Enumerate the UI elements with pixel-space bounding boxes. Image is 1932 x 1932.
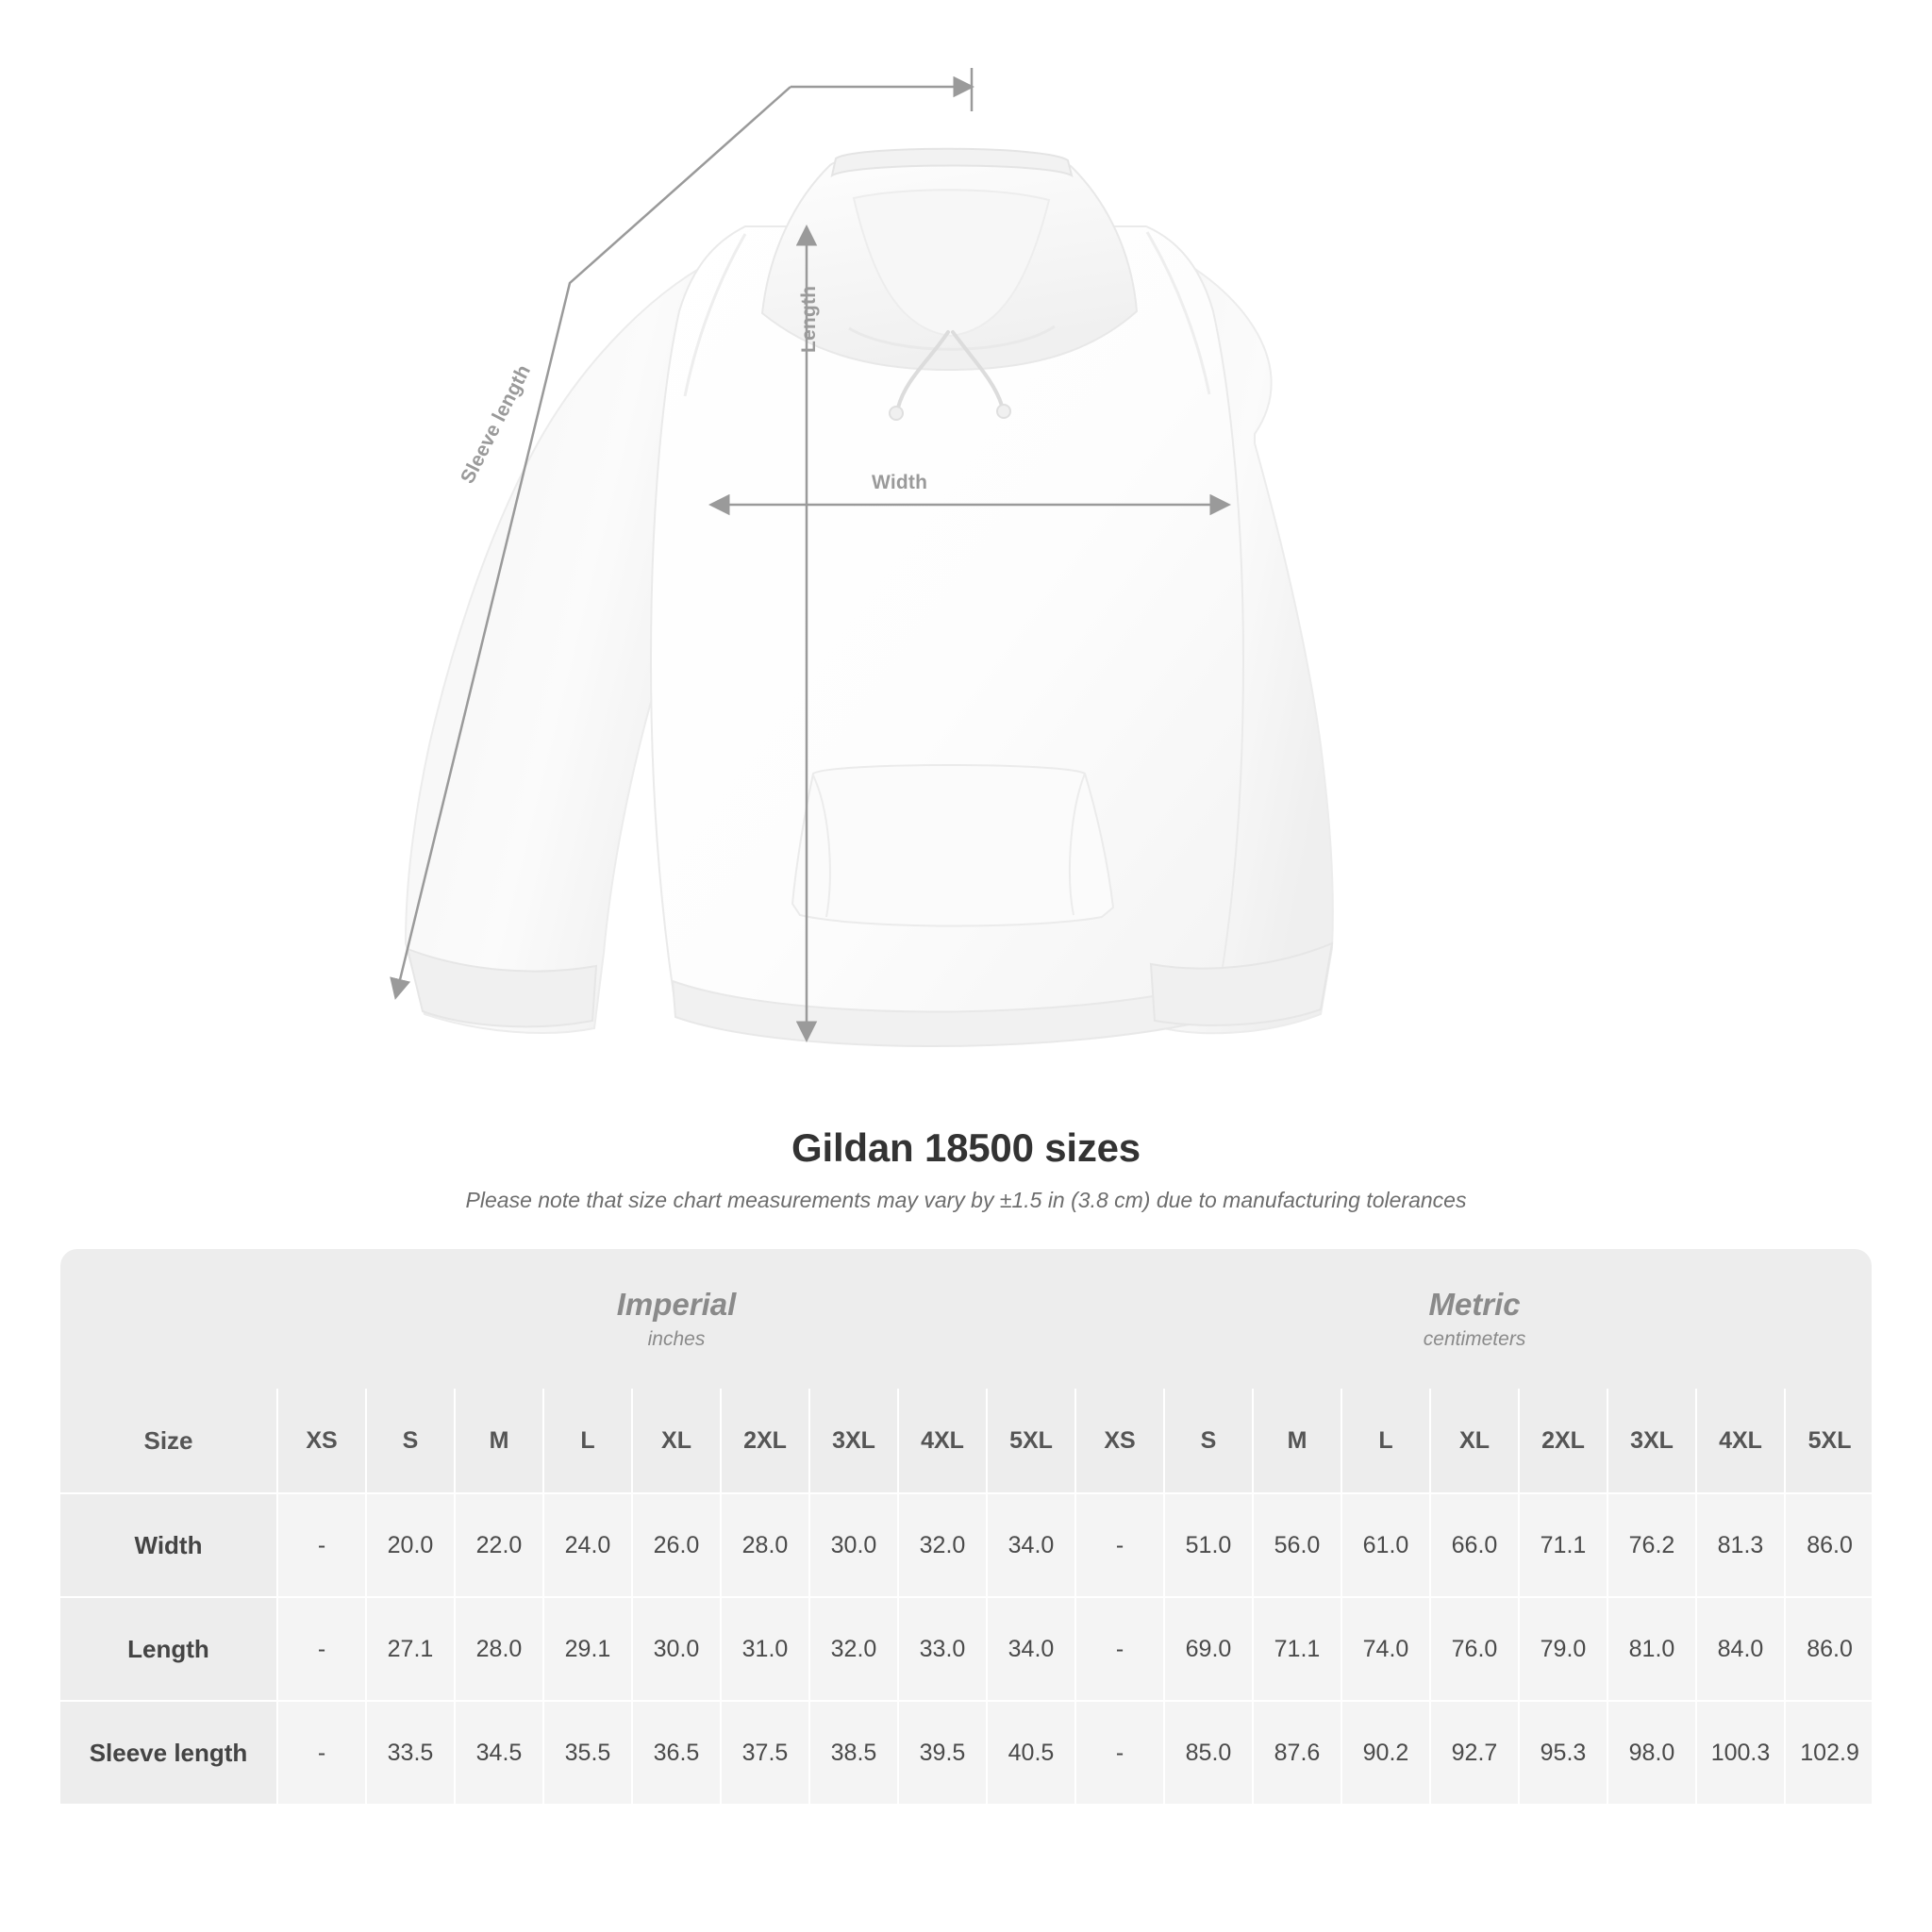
size-table-wrapper [60, 1249, 1872, 1804]
sleeve-length-dimension-label: Sleeve length [457, 361, 536, 488]
size-header-metric-m: M [1253, 1389, 1341, 1493]
cell-width-metric-m: 56.0 [1253, 1493, 1341, 1597]
unit-group-metric [1075, 1249, 1872, 1389]
cell-length-imperial-xs: - [277, 1597, 366, 1701]
cell-sleeve-imperial-5xl: 40.5 [987, 1701, 1075, 1804]
width-dimension-label: Width [872, 472, 928, 493]
cell-length-metric-xs: - [1075, 1597, 1164, 1701]
cell-length-imperial-m: 28.0 [455, 1597, 543, 1701]
size-header-imperial-xs: XS [277, 1389, 366, 1493]
table-row [60, 1701, 1872, 1804]
table-row [60, 1597, 1872, 1701]
size-header-imperial-5xl: 5XL [987, 1389, 1075, 1493]
cell-sleeve-imperial-xs: - [277, 1701, 366, 1804]
cell-sleeve-metric-4xl: 100.3 [1696, 1701, 1785, 1804]
cell-length-imperial-s: 27.1 [366, 1597, 455, 1701]
cell-length-metric-s: 69.0 [1164, 1597, 1253, 1701]
unit-header-row [60, 1249, 1872, 1389]
size-header-metric-4xl: 4XL [1696, 1389, 1785, 1493]
cell-width-imperial-xl: 26.0 [632, 1493, 721, 1597]
size-header-metric-s: S [1164, 1389, 1253, 1493]
cell-length-imperial-l: 29.1 [543, 1597, 632, 1701]
cell-width-imperial-4xl: 32.0 [898, 1493, 987, 1597]
size-header-imperial-4xl: 4XL [898, 1389, 987, 1493]
cell-sleeve-metric-xs: - [1075, 1701, 1164, 1804]
cell-width-imperial-3xl: 30.0 [809, 1493, 898, 1597]
cell-width-metric-s: 51.0 [1164, 1493, 1253, 1597]
unit-group-metric-name: Metric [1428, 1287, 1521, 1323]
unit-group-imperial [277, 1249, 1075, 1389]
cell-sleeve-imperial-m: 34.5 [455, 1701, 543, 1804]
cell-sleeve-metric-5xl: 102.9 [1785, 1701, 1872, 1804]
cell-length-imperial-4xl: 33.0 [898, 1597, 987, 1701]
cell-width-imperial-xs: - [277, 1493, 366, 1597]
unit-group-imperial-name: Imperial [616, 1287, 737, 1323]
cell-width-metric-xs: - [1075, 1493, 1164, 1597]
size-header-imperial-xl: XL [632, 1389, 721, 1493]
size-header-imperial-s: S [366, 1389, 455, 1493]
unit-group-imperial-sub: inches [647, 1327, 706, 1350]
row-label-width: Width [60, 1493, 277, 1597]
cell-width-imperial-5xl: 34.0 [987, 1493, 1075, 1597]
cell-length-imperial-5xl: 34.0 [987, 1597, 1075, 1701]
cell-sleeve-metric-3xl: 98.0 [1607, 1701, 1696, 1804]
cell-width-metric-l: 61.0 [1341, 1493, 1430, 1597]
table-row [60, 1493, 1872, 1597]
unit-group-metric-sub: centimeters [1423, 1327, 1526, 1350]
unit-header-spacer [60, 1249, 277, 1389]
cell-length-metric-l: 74.0 [1341, 1597, 1430, 1701]
cell-sleeve-metric-xl: 92.7 [1430, 1701, 1519, 1804]
cell-length-metric-2xl: 79.0 [1519, 1597, 1607, 1701]
cell-sleeve-imperial-3xl: 38.5 [809, 1701, 898, 1804]
row-label-sleeve-length: Sleeve length [60, 1701, 277, 1804]
size-header-label: Size [60, 1389, 277, 1493]
cell-width-metric-2xl: 71.1 [1519, 1493, 1607, 1597]
cell-width-imperial-2xl: 28.0 [721, 1493, 809, 1597]
cell-width-imperial-l: 24.0 [543, 1493, 632, 1597]
cell-sleeve-metric-2xl: 95.3 [1519, 1701, 1607, 1804]
cell-width-imperial-s: 20.0 [366, 1493, 455, 1597]
cell-length-metric-5xl: 86.0 [1785, 1597, 1872, 1701]
cell-width-metric-4xl: 81.3 [1696, 1493, 1785, 1597]
size-header-imperial-l: L [543, 1389, 632, 1493]
cell-sleeve-imperial-l: 35.5 [543, 1701, 632, 1804]
size-header-metric-2xl: 2XL [1519, 1389, 1607, 1493]
cell-sleeve-metric-l: 90.2 [1341, 1701, 1430, 1804]
length-dimension-label: Length [798, 285, 820, 353]
cell-length-metric-3xl: 81.0 [1607, 1597, 1696, 1701]
cell-width-metric-5xl: 86.0 [1785, 1493, 1872, 1597]
cell-length-imperial-xl: 30.0 [632, 1597, 721, 1701]
cell-width-metric-3xl: 76.2 [1607, 1493, 1696, 1597]
cell-length-metric-4xl: 84.0 [1696, 1597, 1785, 1701]
cell-length-metric-m: 71.1 [1253, 1597, 1341, 1701]
row-label-length: Length [60, 1597, 277, 1701]
size-header-imperial-3xl: 3XL [809, 1389, 898, 1493]
cell-sleeve-imperial-xl: 36.5 [632, 1701, 721, 1804]
title-block [0, 1125, 1932, 1213]
cell-width-imperial-m: 22.0 [455, 1493, 543, 1597]
cell-width-metric-xl: 66.0 [1430, 1493, 1519, 1597]
size-table [60, 1249, 1872, 1804]
size-header-metric-l: L [1341, 1389, 1430, 1493]
cell-length-imperial-2xl: 31.0 [721, 1597, 809, 1701]
cell-sleeve-metric-s: 85.0 [1164, 1701, 1253, 1804]
cell-length-metric-xl: 76.0 [1430, 1597, 1519, 1701]
cell-sleeve-imperial-2xl: 37.5 [721, 1701, 809, 1804]
cell-length-imperial-3xl: 32.0 [809, 1597, 898, 1701]
cell-sleeve-imperial-s: 33.5 [366, 1701, 455, 1804]
size-header-metric-5xl: 5XL [1785, 1389, 1872, 1493]
cell-sleeve-imperial-4xl: 39.5 [898, 1701, 987, 1804]
page-title: Gildan 18500 sizes [791, 1125, 1141, 1170]
cell-sleeve-metric-m: 87.6 [1253, 1701, 1341, 1804]
size-header-imperial-2xl: 2XL [721, 1389, 809, 1493]
size-header-metric-xl: XL [1430, 1389, 1519, 1493]
size-header-metric-3xl: 3XL [1607, 1389, 1696, 1493]
size-header-row [60, 1389, 1872, 1493]
tolerance-note: Please note that size chart measurements may vary by ±1.5 in (3.8 cm) due to manufacturing tolerances [465, 1188, 1467, 1212]
size-header-imperial-m: M [455, 1389, 543, 1493]
size-header-metric-xs: XS [1075, 1389, 1164, 1493]
